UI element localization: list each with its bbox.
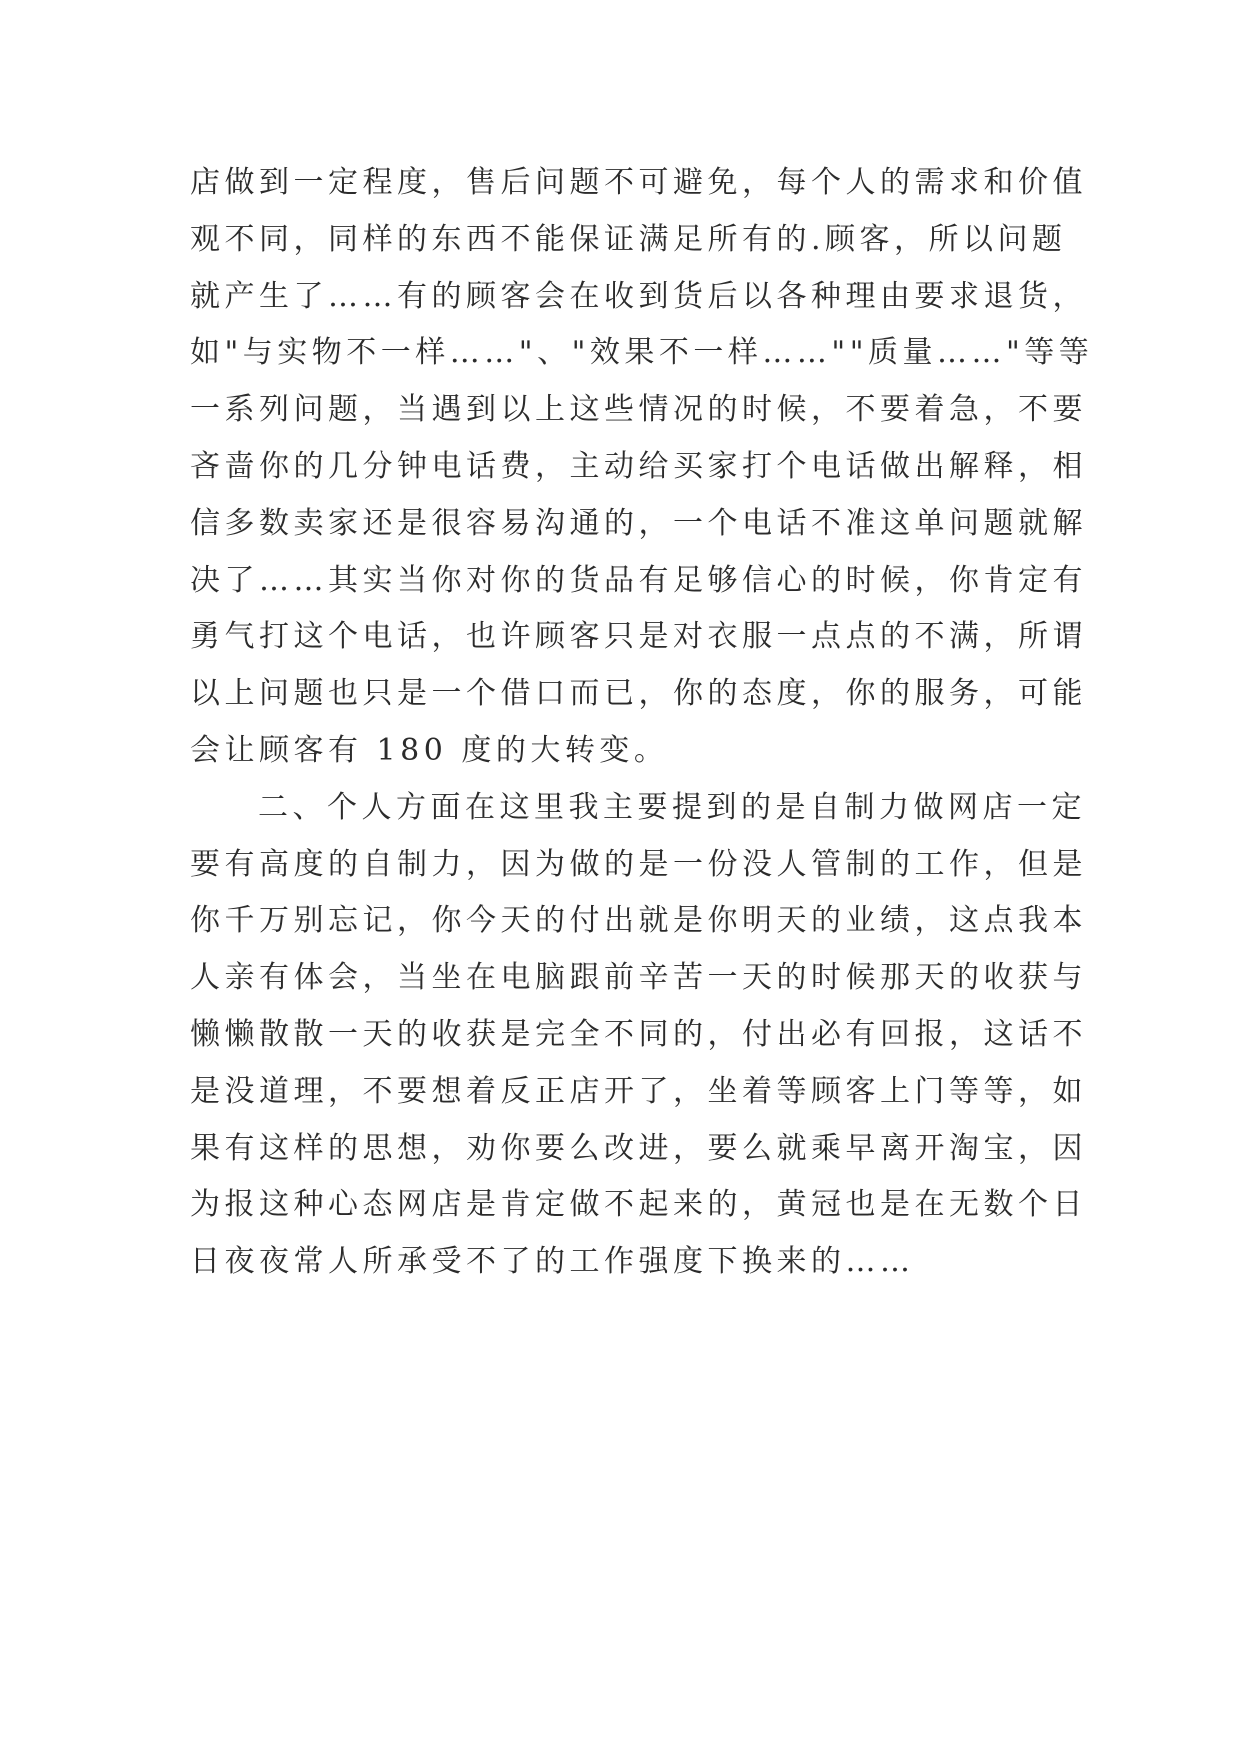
- text-line: 人亲有体会，当坐在电脑跟前辛苦一天的时候那天的收获与: [190, 960, 1087, 996]
- text-line: 要有高度的自制力，因为做的是一份没人管制的工作，但是: [190, 846, 1087, 882]
- text-line: 一系列问题，当遇到以上这些情况的时候，不要着急，不要: [190, 392, 1087, 428]
- text-line: 你千万别忘记，你今天的付出就是你明天的业绩，这点我本: [190, 903, 1087, 939]
- text-line: 会让顾客有 180 度的大转变。: [190, 732, 669, 768]
- paragraph-start-line: 二、个人方面在这里我主要提到的是自制力做网店一定: [258, 789, 1086, 825]
- text-line: 店做到一定程度，售后问题不可避免，每个人的需求和价值: [190, 165, 1087, 200]
- text-line: 如"与实物不一样……"、"效果不一样……""质量……"等等: [190, 335, 1094, 371]
- text-line: 信多数卖家还是很容易沟通的，一个电话不准这单问题就解: [190, 505, 1087, 541]
- text-line: 勇气打这个电话，也许顾客只是对衣服一点点的不满，所谓: [190, 619, 1087, 655]
- text-line: 为报这种心态网店是肯定做不起来的，黄冠也是在无数个日: [190, 1187, 1087, 1223]
- text-line: 以上问题也只是一个借口而已，你的态度，你的服务，可能: [190, 676, 1087, 712]
- body-text: [190, 155, 1094, 1291]
- text-line: 观不同，同样的东西不能保证满足所有的.顾客，所以问题: [190, 221, 1067, 257]
- text-line: 吝啬你的几分钟电话费，主动给买家打个电话做出解释，相: [190, 448, 1087, 484]
- text-line: 日夜夜常人所承受不了的工作强度下换来的……: [190, 1244, 915, 1280]
- text-line: 懒懒散散一天的收获是完全不同的，付出必有回报，这话不: [190, 1016, 1087, 1052]
- text-line: 果有这样的思想，劝你要么改进，要么就乘早离开淘宝，因: [190, 1130, 1087, 1166]
- text-line: 决了……其实当你对你的货品有足够信心的时候，你肯定有: [190, 562, 1087, 598]
- text-line: 是没道理，不要想着反正店开了，坐着等顾客上门等等，如: [190, 1073, 1087, 1109]
- text-line: 就产生了……有的顾客会在收到货后以各种理由要求退货，: [190, 278, 1087, 314]
